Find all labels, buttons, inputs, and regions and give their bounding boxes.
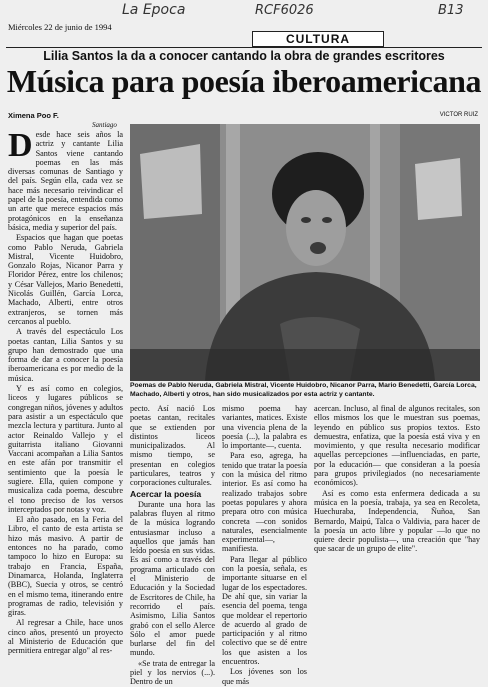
article-column-2 <box>130 404 215 687</box>
body-paragraph: Para eso, agrega, ha tenido que tratar la poesía con la música del ritmo interior. Es así como ha realizado trabajos sobre poetas populares y ahora prepara otro con música concreta —con sonidos naturales, esencialmente experimental—, manifiesta. <box>222 451 307 554</box>
article-column-4 <box>314 404 480 598</box>
portrait-illustration <box>130 124 480 381</box>
body-paragraph: Durante una hora las palabras fluyen al ritmo de la música logrando entusiasmar incluso a aquellos que jamás han leído poesía en sus vidas. Es así como a través del programa articulado con el Ministerio de Educación y la Sociedad de Escritores de Chile, ha recorrido el país. Asimismo, Lilia Santos grabó con el sello Alerce Sólo el amor puede burlarse del fin del mundo. <box>130 499 215 658</box>
body-paragraph: pecto. Así nació Los poetas cantan, recitales que se extienden por distintos liceos municipalizados. Al mismo tiempo, se presentan en colegios particulares, teatros y corporaciones culturales. <box>130 404 215 488</box>
article-column-1 <box>8 127 123 656</box>
body-paragraph: mismo poema hay variantes, matices. Existe una vivencia plena de la poesía (...), la palabra es lo importante—, cuenta. <box>222 404 307 451</box>
body-paragraph: Los jóvenes son los que más <box>222 667 307 686</box>
article-photo <box>130 124 480 381</box>
drop-cap: D <box>8 127 33 164</box>
section-label: CULTURA <box>252 31 384 47</box>
article-title: Música para poesía iberoamericana <box>6 63 482 99</box>
article-subtitle: Lilia Santos la da a conocer cantando la obra de grandes escritores <box>43 49 445 63</box>
body-paragraph: Para llegar al público con la poesía, señala, es importante situarse en el lugar de los espectadores. De ahí que, sin variar la esencia del poema, tenga que moldear el repertorio de acuerdo al grado de participación y al ritmo colectivo que se dé entre los que asisten a los encuentros. <box>222 554 307 667</box>
lead-paragraph: Desde hace seis años la actriz y cantante Lilia Santos viene cantando poemas en las más diversas comunas de Santiago y del país. Según ella, cada vez se hace más necesario reivindicar el papel de la poesía, entendida como un arte que merece espacios más protagónicos en la enseñanza básica, media y superior del país. <box>8 127 123 232</box>
body-paragraph: acercan. Incluso, al final de algunos recitales, son ellos mismos los que le muestran sus poemas, leyendo en público sus propios textos. Esto demuestra, enfatiza, que la poesía está viva y en movimiento, y que resulta necesario modificar aquellas percepciones —influenciadas, en parte, por la educación— que consideran a la poesía para grupos privilegiados (no necesariamente económicos). <box>314 404 480 488</box>
body-paragraph: «Se trata de entregar la piel y los nervios (...). Dentro de un <box>130 658 215 687</box>
handwritten-page-number: B13 <box>438 3 464 18</box>
photo-credit: VICTOR RUIZ <box>439 112 478 118</box>
handwritten-archive-code: RCF6026 <box>255 3 314 18</box>
handwritten-newspaper-name: La Epoca <box>122 2 186 18</box>
header-rule <box>6 47 482 48</box>
body-paragraph: Así es como esta enfermera dedicada a su música en la poesía, trabaja, ya sea en Recoleta, Huechuraba, Independencia, Ñuñoa, San Bernardo, Maipú, Talca o Valdivia, para hacer de la poesía un acto libre y popular —lo que no quiere decir populista—, una creación que "hay que sacar de un grupo de elite". <box>314 488 480 554</box>
body-paragraph: Y es así como en colegios, liceos y lugares públicos se congregan niños, jóvenes y adultos para asistir a un espectáculo que mezcla lectura y partitura. Junto al actor Reinaldo Vallejo y el guitarrista italiano Giovanni Vaccani acompañan a Lilia Santos en este afán por transmitir el sentimiento que la poesía le sugiere. Ella, quien compone y musicaliza cada poema, descubre el tono preciso de los versos interceptados por notas y voz. <box>8 384 123 514</box>
photo-caption: Poemas de Pablo Neruda, Gabriela Mistral, Vicente Huidobro, Nicanor Parra, Mario Benedetti, García Lorca, Machado, Alberti y otros, han sido musicalizados por esta actriz y cantante. <box>130 382 477 398</box>
body-paragraph: Al regresar a Chile, hace unos cinco años, presentó un proyecto al Ministerio de Educación que permitiera entregar algo" al res- <box>8 618 123 656</box>
article-column-3 <box>222 404 307 686</box>
dateline-location: Santiago <box>92 121 117 129</box>
body-paragraph: El año pasado, en la Feria del Libro, el canto de esta artista se hizo más masivo. A partir de entonces no ha parado, como tampoco lo hizo en Europa: su trabajo en Francia, España, Dinamarca, Holanda, Inglaterra (BBC), Suecia y otros, se centró en el mismo tema, itinerando entre programas de radio, televisión y giras. <box>8 515 123 618</box>
body-paragraph: A través del espectáculo Los poetas cantan, Lilia Santos y su grupo han demostrado que una forma de dar a conocer la poesía iberoamericana es por medio de la música. <box>8 327 123 383</box>
author-byline: Ximena Poo F. <box>8 111 59 120</box>
body-paragraph: Espacios que hagan que poetas como Pablo Neruda, Gabriela Mistral, Vicente Huidobro, Gonzalo Rojas, Nicanor Parra y Floridor Pérez, entre los chilenos; y César Vallejos, Mario Benedetti, Nicolás Guillén, García Lorca, Machado, Alberti, entre otros extranjeros, se tornen más cercanos al pueblo. <box>8 233 123 326</box>
section-subheading: Acercar la poesía <box>130 488 202 499</box>
issue-date: Miércoles 22 de junio de 1994 <box>8 22 112 32</box>
